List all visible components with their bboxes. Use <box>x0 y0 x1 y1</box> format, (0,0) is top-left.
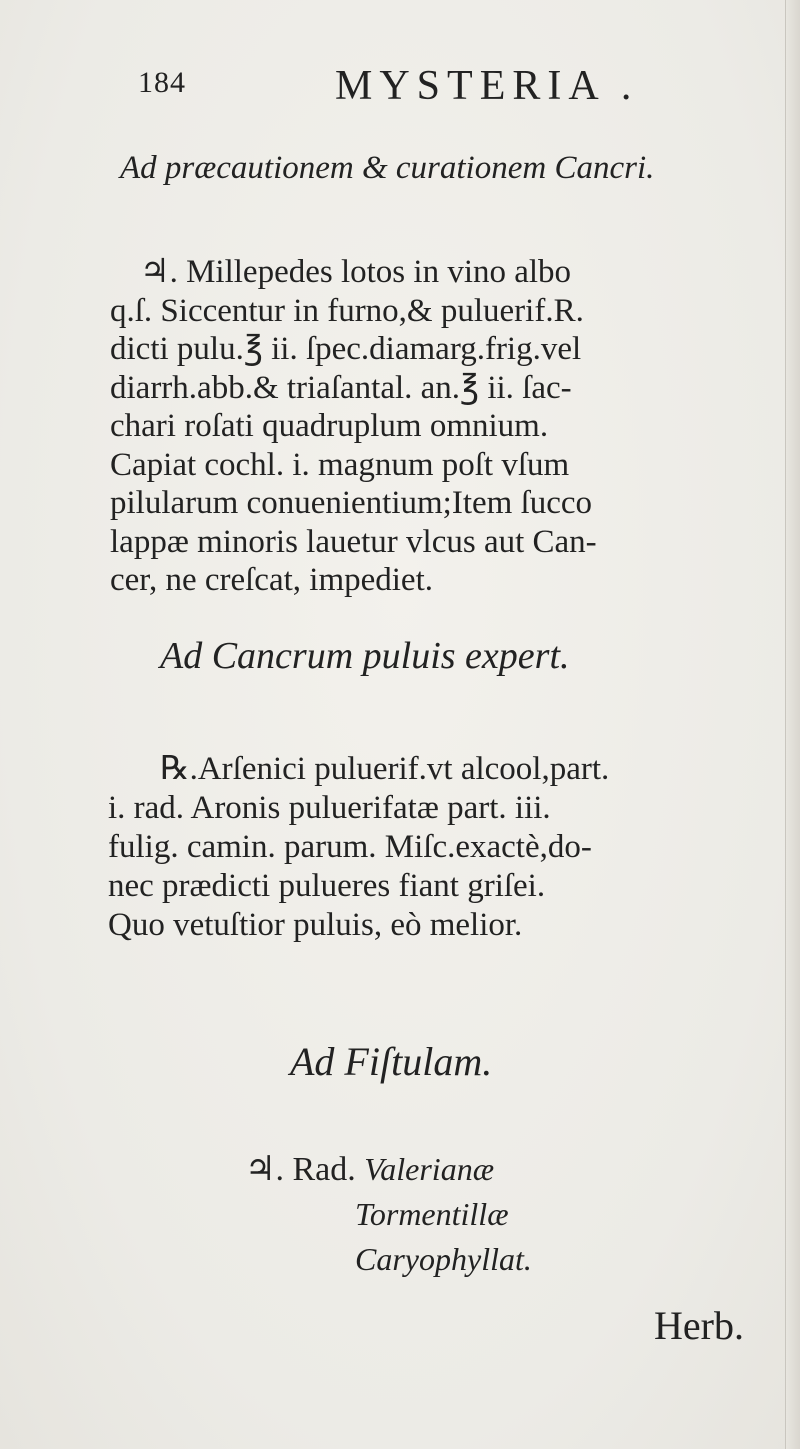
text-line: Quo vetuſtior puluis, eò melior. <box>108 907 523 943</box>
text-line: nec prædicti pulueres fiant griſei. <box>108 868 546 904</box>
recipe-fistula <box>245 1147 532 1282</box>
text-line: lappæ minoris lauetur vlcus aut Can- <box>110 523 597 560</box>
text-line: pilularum conuenientium;Item ſucco <box>110 485 593 521</box>
ingredient: Tormentillæ <box>355 1196 509 1232</box>
recipe-paragraph-millepedes <box>110 253 597 600</box>
catchword: Herb. <box>654 1303 744 1348</box>
text-line: dicti pulu.℥ ii. ſpec.diamarg.frig.vel <box>110 331 582 367</box>
ingredient: Caryophyllat. <box>355 1241 532 1277</box>
section-heading-cancer-powder: Ad Cancrum puluis expert. <box>160 635 570 677</box>
text-line: ♃. Millepedes lotos in vino albo <box>140 254 572 290</box>
text-line: diarrh.abb.& triaſantal. an.℥ ii. ſac- <box>110 369 572 406</box>
page-edge <box>785 0 800 1449</box>
text-line: fulig. camin. parum. Miſc.exactè,do- <box>108 829 592 865</box>
page-header <box>130 62 690 112</box>
ingredient: Valerianæ <box>364 1151 495 1187</box>
recipe-paragraph-arsenic <box>108 750 609 945</box>
text-line: i. rad. Aronis puluerifatæ part. iii. <box>108 790 551 826</box>
recipe-prefix: ♃. Rad. <box>245 1151 356 1188</box>
text-line: cer, ne creſcat, impediet. <box>110 562 433 598</box>
text-line: chari roſati quadruplum omnium. <box>110 408 549 444</box>
text-line: ℞.Arſenici puluerif.vt alcool,part. <box>160 751 610 787</box>
section-heading-cancer-prevention: Ad præcautionem & curationem Cancri. <box>120 150 655 186</box>
text-line: q.ſ. Siccentur in furno,& puluerif.R. <box>110 292 584 329</box>
text-line: Capiat cochl. i. magnum poſt vſum <box>110 446 570 483</box>
running-title: MYSTERIA . <box>335 63 639 109</box>
section-heading-fistula: Ad Fiſtulam. <box>290 1039 493 1084</box>
page-number: 184 <box>138 66 186 99</box>
